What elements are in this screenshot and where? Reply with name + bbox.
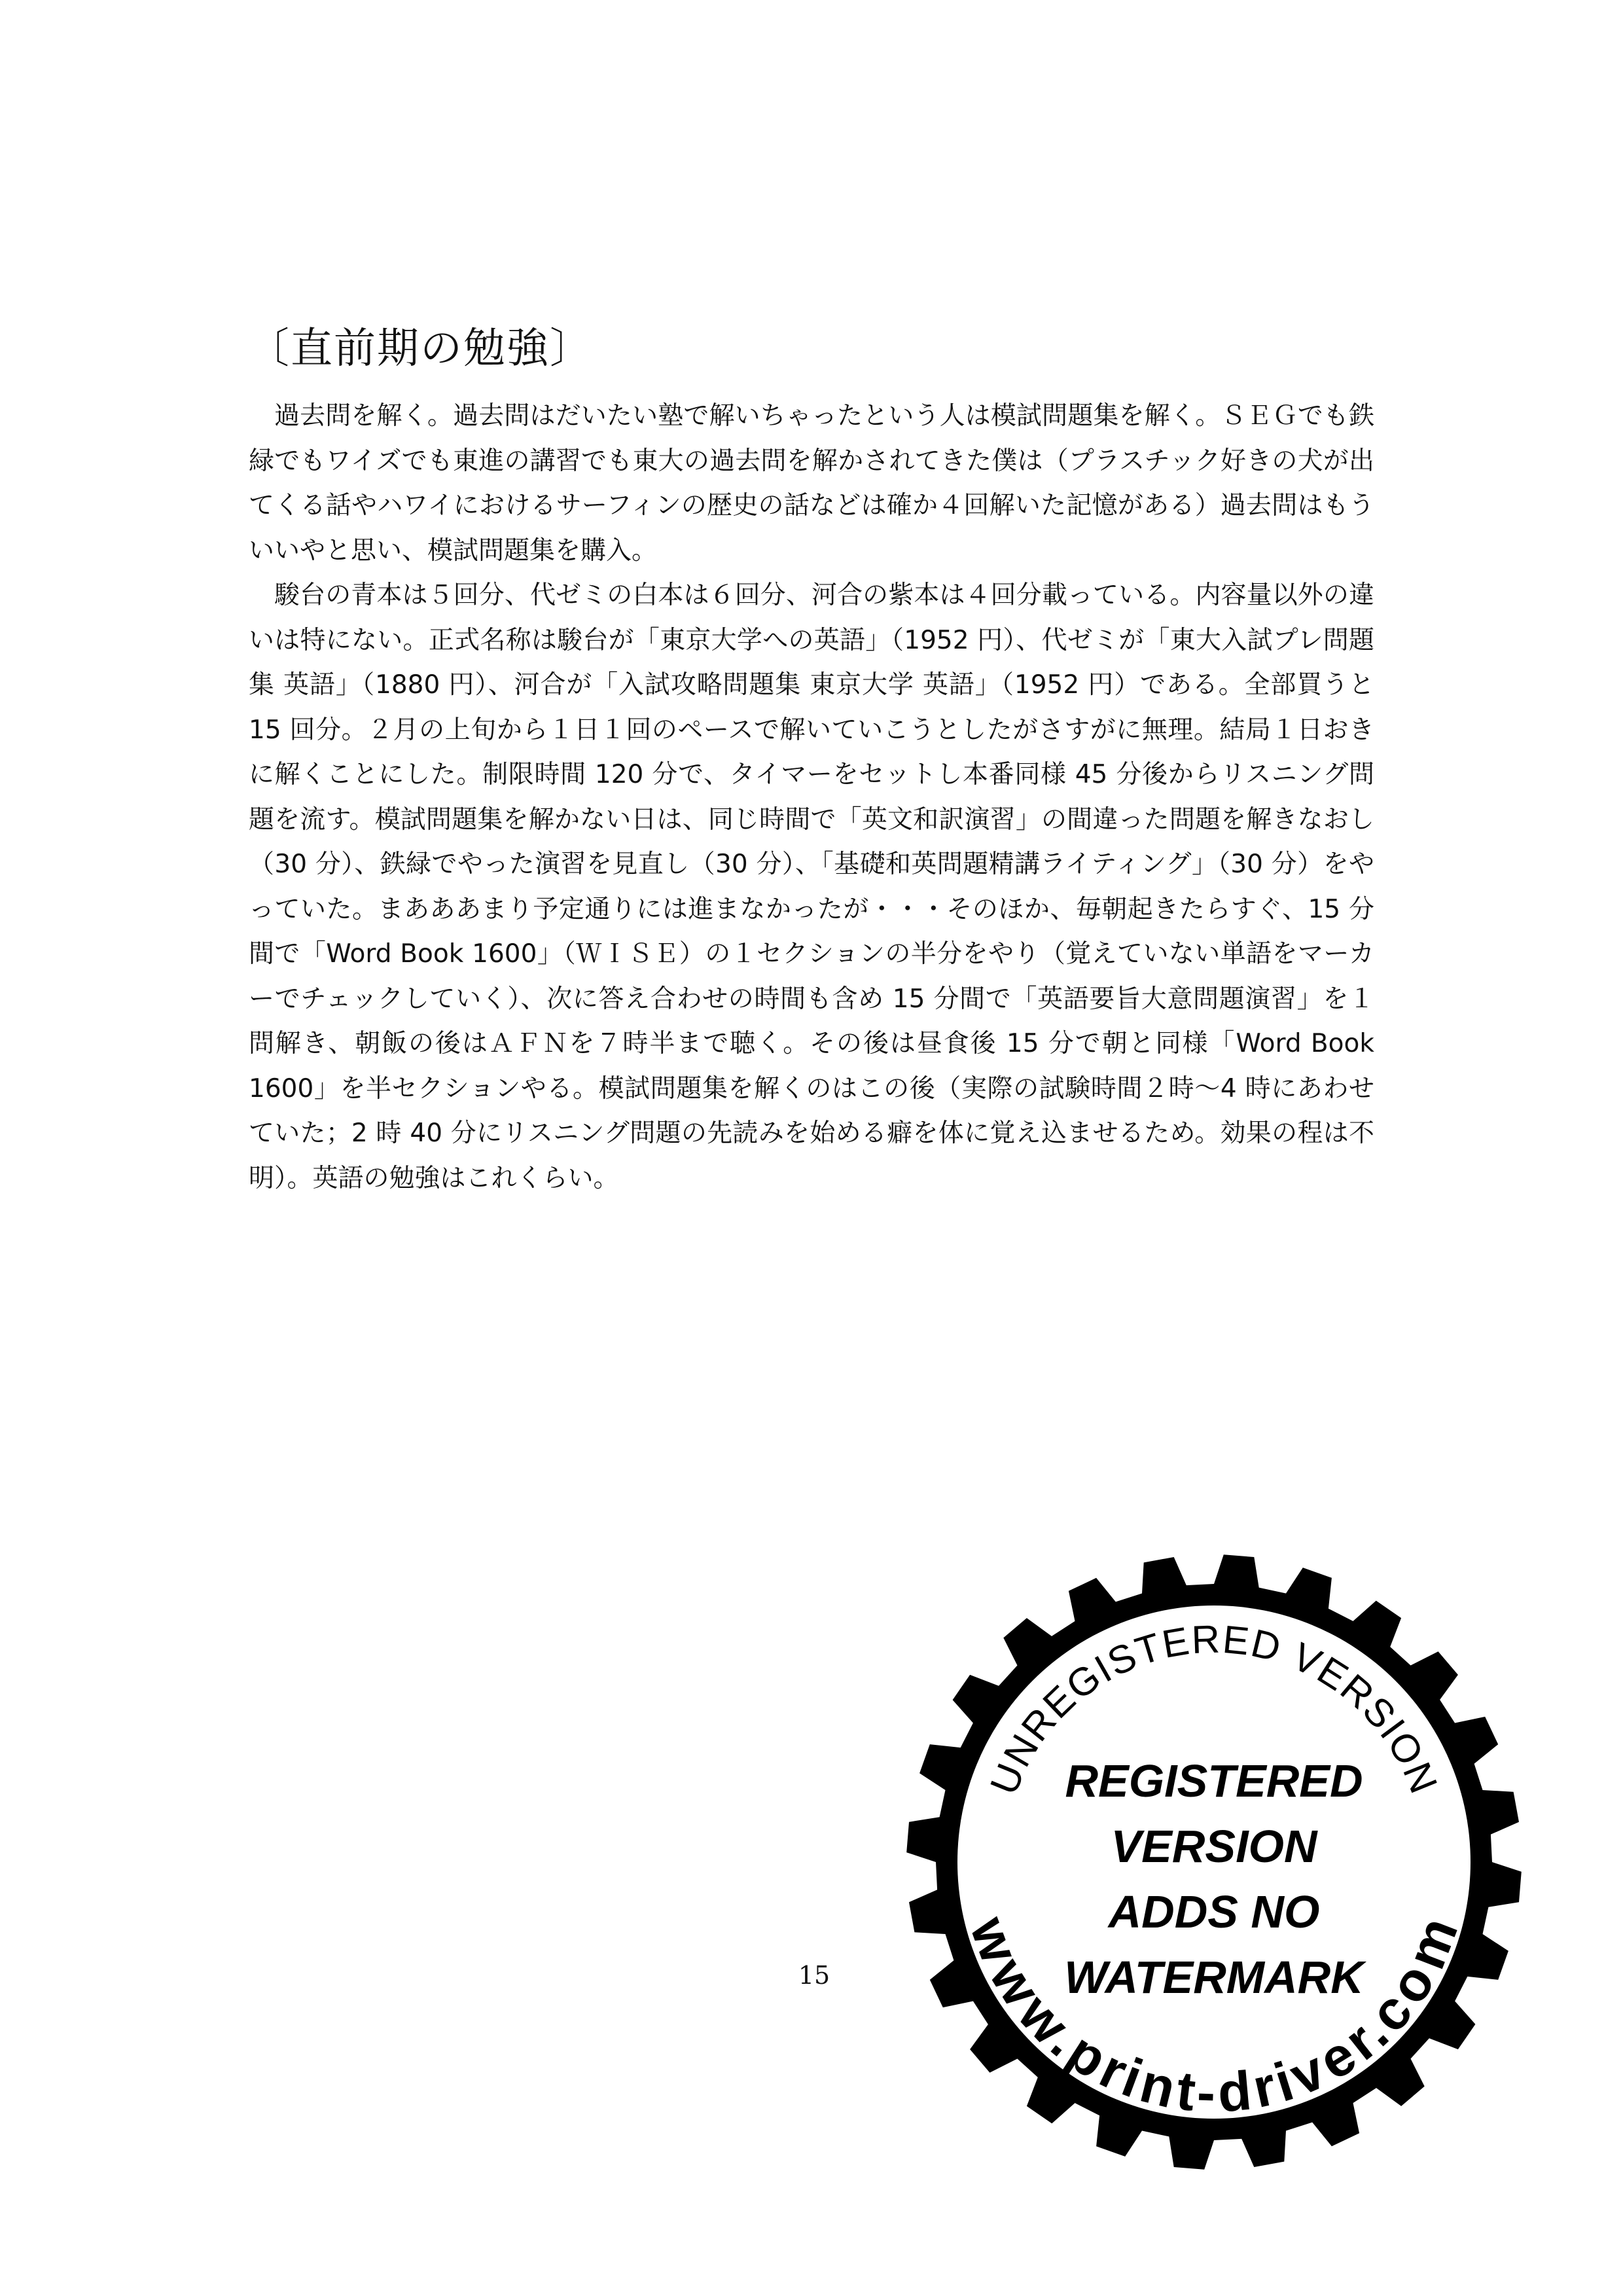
paragraph: 過去問を解く。過去問はだいたい塾で解いちゃったという人は模試問題集を解く。ＳＥＧでも鉄緑でもワイズでも東進の講習でも東大の過去問を解かされてきた僕は（プラスチック好きの犬が出てくる話やハワイにおけるサーフィンの歴史の話などは確か４回解いた記憶がある）過去問はもういいやと思い、模試問題集を購入。 (249, 401, 1374, 565)
paragraph: 駿台の青本は５回分、代ゼミの白本は６回分、河合の紫本は４回分載っている。内容量以外の違いは特にない。正式名称は駿台が「東京大学への英語」（1952 円）、代ゼミが「東大入試プレ問題集 英語」（1880 円）、河合が「入試攻略問題集 東京大学 英語」（1952 円）である。全部買うと 15 回分。２月の上旬から１日１回のペースで解いていこうとしたがさすがに無理。結局１日おきに解くことにした。制限時間 120 分で、タイマーをセットし本番同様 45 分後からリスニング問題を流す。模試問題集を解かない日は、同じ時間で「英文和訳演習」の間違った問題を解きなおし（30 分）、鉄緑でやった演習を見直し（30 分）、「基礎和英問題精講ライティング」（30 分）をやっていた。まあああまり予定通りには進まなかったが・・・そのほか、毎朝起きたらすぐ、15 分間で「Word Book 1600」（ＷＩＳＥ）の１セクションの半分をやり（覚えていない単語をマーカーでチェックしていく）、次に答え合わせの時間も含め 15 分間で「英語要旨大意問題演習」を１問解き、朝飯の後はＡＦＮを７時半まで聴く。その後は昼食後 15 分で朝と同様「Word Book 1600」を半セクションやる。模試問題集を解くのはこの後（実際の試験時間２時～4 時にあわせていた；2 時 40 分にリスニング問題の先読みを始める癖を体に覚え込ませるため。効果の程は不明）。英語の勉強はこれくらい。 (249, 581, 1375, 1193)
stamp-center-line: ADDS NO (1108, 1886, 1320, 1937)
stamp-center-line: WATERMARK (1064, 1952, 1364, 2003)
page-number: 15 (798, 1961, 830, 1990)
body-text (249, 394, 1374, 1201)
stamp-center-line: REGISTERED (1065, 1755, 1363, 1806)
stamp-center-line: VERSION (1111, 1821, 1317, 1872)
stamp-arc-top: UNREGISTERED VERSION (981, 1617, 1447, 1801)
stamp-arc-bottom: www.print-driver.com (958, 1909, 1470, 2124)
section-heading: 〔直前期の勉強〕 (247, 325, 593, 373)
watermark-stamp (903, 1551, 1525, 2173)
